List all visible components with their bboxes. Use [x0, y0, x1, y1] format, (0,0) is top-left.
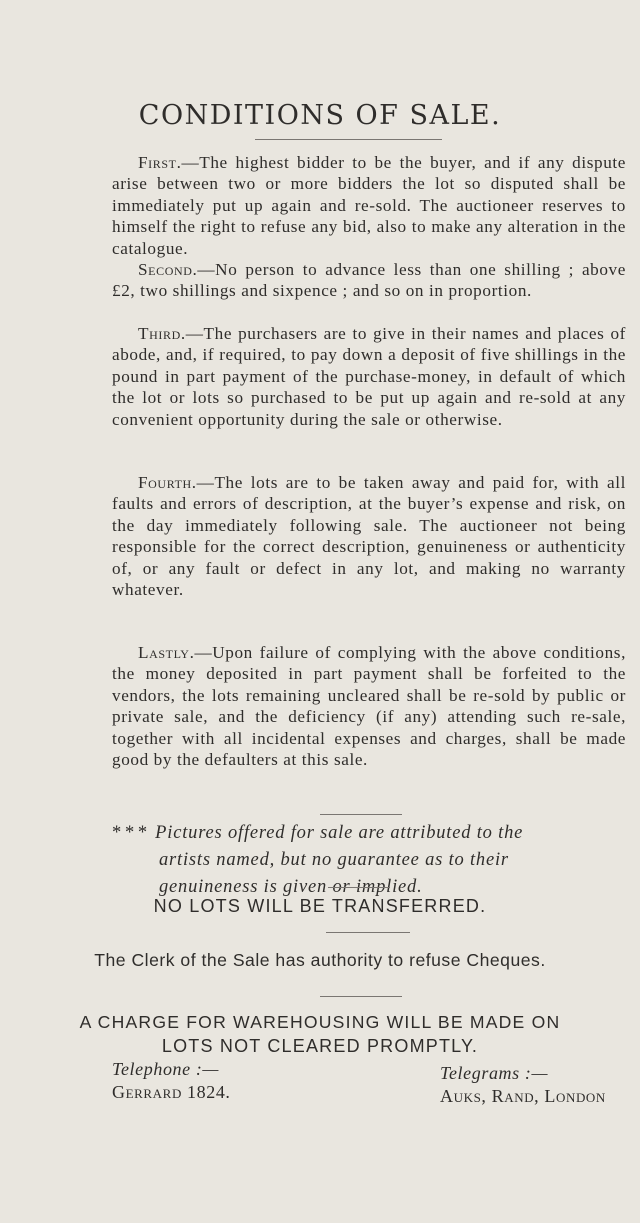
- divider: [320, 996, 402, 997]
- condition-text: —Upon failure of complying with the above conditions, the money deposited in part payment shall be forfeited to the vendors, the lots remaining uncleared shall be re-sold by public or private sale, and the deficiency (if any) attending such re-sale, together with all incidental expenses and charges, shall be made good by the defaulters at this sale.: [112, 643, 626, 770]
- note-line: artists named, but no guarantee as to their: [159, 850, 509, 870]
- condition-lead: Lastly.: [138, 643, 195, 662]
- divider: [320, 814, 402, 815]
- condition-text: —The purchasers are to give in their names and places of abode, and, if required, to pay down a deposit of five shillings in the pound in part payment of the purchase-money, in default of which the lot or lots so purchased to be put up again and re-sold at any convenient opportunity during the sale or otherwise.: [112, 324, 626, 429]
- telephone-value: Gerrard 1824.: [112, 1082, 231, 1102]
- condition-lead: First.: [138, 153, 182, 172]
- divider: [326, 932, 410, 933]
- telegrams: [440, 1062, 606, 1108]
- attribution-note: [112, 820, 632, 901]
- telegrams-label: Telegrams :—: [440, 1063, 549, 1083]
- warehousing-notice: A CHARGE FOR WAREHOUSING WILL BE MADE ON: [79, 1012, 561, 1032]
- telegrams-value: Auks, Rand, London: [440, 1086, 606, 1106]
- condition-first: [112, 152, 626, 259]
- telephone-label: Telephone :—: [112, 1059, 220, 1079]
- page-title: CONDITIONS OF SALE.: [138, 100, 502, 131]
- note-line: Pictures offered for sale are attributed to the: [155, 823, 524, 843]
- condition-lead: Fourth.: [138, 473, 197, 492]
- condition-text: —No person to advance less than one shilling ; above £2, two shillings and sixpence ; and so on in proportion.: [112, 260, 626, 301]
- transfer-notice: NO LOTS WILL BE TRANSFERRED.: [153, 896, 487, 916]
- condition-second: [112, 259, 626, 302]
- condition-lead: Third.: [138, 324, 186, 343]
- condition-text: —The lots are to be taken away and paid for, with all faults and errors of description, at the buyer’s expense and risk, on the day immediately following sale. The auctioneer not being responsible for the correct description, genuineness or authenticity of, or any fault or defect in any lot, and making no warranty whatever.: [112, 473, 626, 600]
- note-line: genuineness is given or implied.: [159, 877, 423, 897]
- divider: [328, 887, 390, 888]
- asterism-icon: * * *: [112, 823, 148, 843]
- warehousing-notice: LOTS NOT CLEARED PROMPTLY.: [161, 1036, 479, 1056]
- title-rule: [255, 139, 442, 140]
- condition-text: —The highest bidder to be the buyer, and if any dispute arise between two or more bidders the lot so disputed shall be immediately put up again and re-sold. The auctioneer reserves to himself the right to refuse any bid, also to make any alteration in the catalogue.: [112, 153, 626, 258]
- condition-lastly: [112, 642, 626, 770]
- condition-lead: Second.: [138, 260, 198, 279]
- condition-fourth: [112, 472, 626, 600]
- telephone: [112, 1058, 231, 1104]
- cheques-notice: The Clerk of the Sale has authority to refuse Cheques.: [94, 950, 546, 970]
- condition-third: [112, 323, 626, 430]
